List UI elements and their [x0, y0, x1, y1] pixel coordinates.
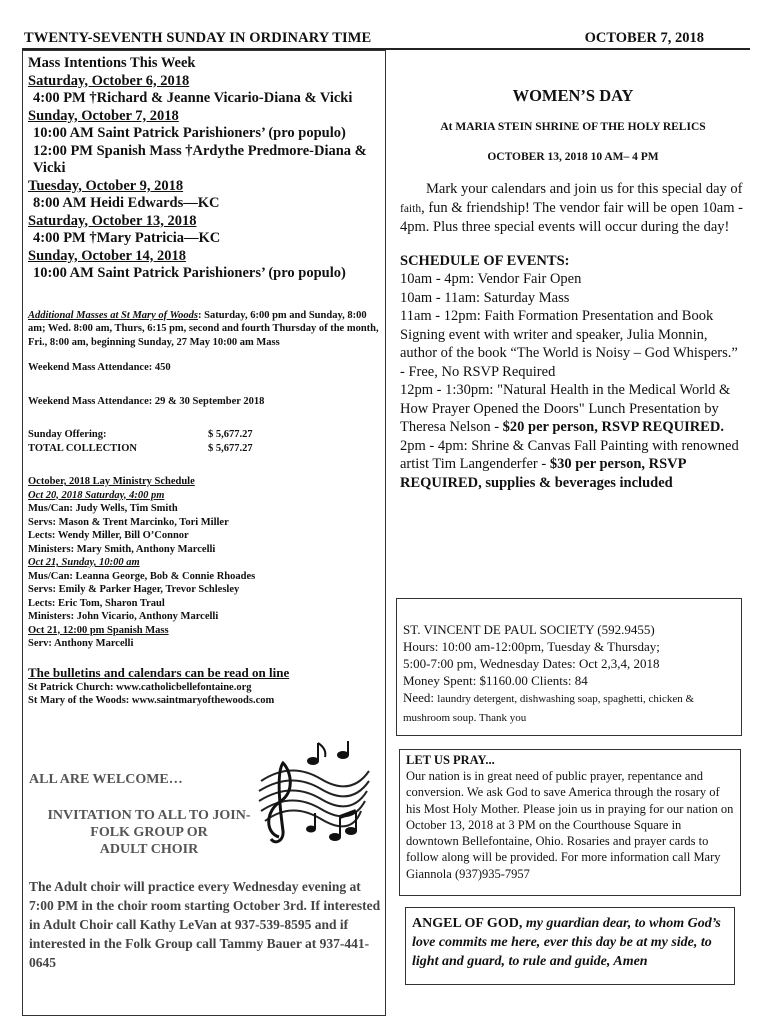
attendance-line: Weekend Mass Attendance: 450 — [28, 362, 171, 373]
mass-entry: 10:00 AM Saint Patrick Parishioners’ (pro populo) — [33, 265, 346, 281]
offering-value: $ 5,677.27 — [208, 429, 253, 440]
svdp-needs-label: Need: — [403, 690, 438, 705]
description-text: faith — [400, 202, 422, 215]
svdp-line: ST. VINCENT DE PAUL SOCIETY (592.9455) — [403, 622, 655, 637]
invitation-line: ADULT CHOIR — [99, 842, 199, 857]
svdp-line: Hours: 10:00 am-12:00pm, Tuesday & Thursday; — [403, 639, 660, 654]
womens-day-description — [400, 180, 746, 237]
ministry-group-heading: Oct 20, 2018 Saturday, 4:00 pm — [28, 489, 165, 501]
event-item: 10am - 4pm: Vendor Fair Open — [400, 271, 582, 287]
ministry-line: Servs: Emily & Parker Hager, Trevor Schlesley — [28, 584, 240, 595]
schedule-of-events-title: SCHEDULE OF EVENTS: — [400, 252, 570, 269]
invitation-line: FOLK GROUP OR — [90, 825, 208, 840]
ministry-line: Serv: Anthony Marcelli — [28, 638, 134, 649]
bulletin-date: OCTOBER 7, 2018 — [584, 30, 704, 46]
mass-entry: 10:00 AM Saint Patrick Parishioners’ (pro populo) — [33, 125, 346, 141]
svdp-line: 5:00-7:00 pm, Wednesday Dates: Oct 2,3,4, 2018 — [403, 656, 660, 671]
liturgical-title: TWENTY-SEVENTH SUNDAY IN ORDINARY TIME — [24, 30, 372, 46]
website-link[interactable]: St Patrick Church: www.catholicbellefontaine.org — [28, 681, 252, 693]
ministry-line: Mus/Can: Leanna George, Bob & Connie Rhoades — [28, 570, 256, 582]
event-text: 12pm - 1:30pm: "Natural Health in the Medical World & How Prayer Opened the Doors" Lunch Presentation by Theresa Nelson - — [400, 382, 731, 435]
mass-day-heading: Sunday, October 7, 2018 — [28, 107, 179, 124]
mass-entry: 4:00 PM †Richard & Jeanne Vicario-Diana & Vicki — [33, 90, 353, 106]
ministry-group-heading: Oct 21, 12:00 pm Spanish Mass — [28, 624, 169, 636]
womens-day-location: At MARIA STEIN SHRINE OF THE HOLY RELICS — [440, 121, 706, 133]
event-item: 11am - 12pm: Faith Formation Presentation and Book Signing event with writer and speaker, Julia Monnin, author of the book “The World is Noisy – God Whispers.” - Free, No RSVP Required — [400, 308, 738, 380]
page-header — [22, 30, 750, 50]
mass-entry: 4:00 PM †Mary Patricia—KC — [33, 230, 221, 246]
bulletins-online-heading: The bulletins and calendars can be read on line — [28, 664, 290, 680]
let-us-pray-title: LET US PRAY... — [406, 753, 495, 767]
ministry-line: Mus/Can: Judy Wells, Tim Smith — [28, 503, 178, 514]
event-price: $30 per person, RSVP REQUIRED, supplies & beverages included — [400, 456, 686, 491]
offering-value: $ 5,677.27 — [208, 442, 253, 454]
attendance-line: Weekend Mass Attendance: 29 & 30 September 2018 — [28, 395, 265, 407]
description-text: Mark your calendars and join us for this special day of — [426, 181, 743, 197]
ministry-line: Ministers: John Vicario, Anthony Marcelli — [28, 611, 219, 622]
prayer-text: my guardian dear, to whom God’s love commits me here, ever this day be at my side, to light and guard, to rule and guide, Amen — [412, 916, 721, 969]
event-price: $20 per person, RSVP REQUIRED. — [502, 419, 724, 435]
womens-day-datetime: OCTOBER 13, 2018 10 AM– 4 PM — [487, 151, 659, 163]
angel-of-god-prayer-box — [405, 907, 735, 985]
ministry-line: Ministers: Mary Smith, Anthony Marcelli — [28, 543, 216, 555]
mass-day-heading: Saturday, October 13, 2018 — [28, 212, 197, 229]
let-us-pray-body: Our nation is in great need of public prayer, repentance and conversion. We ask God to save America through the rosary of his Most Holy Mother. Please join us in praying for our nation on October 13, 2018 at 3 PM on the Courthouse Square in downtown Bellefontaine, Ohio. Rosaries and prayer cards to follow along will be provided. For more information call Mary Giannola (937)935-7957 — [406, 769, 734, 881]
offering-label: TOTAL COLLECTION — [28, 442, 138, 454]
svdp-needs — [403, 689, 735, 727]
ministry-line: Servs: Mason & Trent Marcinko, Tori Miller — [28, 516, 229, 528]
website-link[interactable]: St Mary of the Woods: www.saintmaryofthewoods.com — [28, 695, 275, 706]
invitation-line: INVITATION TO ALL TO JOIN- — [47, 808, 251, 823]
offering-label: Sunday Offering: — [28, 429, 107, 440]
ministry-line: Lects: Wendy Miller, Bill O’Connor — [28, 530, 189, 541]
mass-day-heading: Tuesday, October 9, 2018 — [28, 177, 184, 194]
ministry-schedule-title: October, 2018 Lay Ministry Schedule — [28, 476, 195, 487]
let-us-pray-box — [399, 749, 741, 896]
additional-masses-label: Additional Masses at St Mary of Woods — [28, 309, 198, 321]
event-item: 10am - 11am: Saturday Mass — [400, 289, 570, 306]
music-notes-illustration — [251, 741, 371, 851]
description-text: , fun & friendship! The vendor fair will be open 10am - 4pm. Plus three special events will occur during the day! — [400, 199, 743, 235]
invitation-heading — [29, 807, 269, 858]
mass-intentions-title: Mass Intentions This Week — [28, 55, 196, 71]
ministry-line: Lects: Eric Tom, Sharon Traul — [28, 597, 165, 609]
st-vincent-de-paul-box — [396, 598, 742, 736]
ministry-group-heading: Oct 21, Sunday, 10:00 am — [28, 557, 140, 568]
welcome-heading: ALL ARE WELCOME… — [29, 772, 183, 787]
svdp-needs-text: laundry detergent, dishwashing soap, spaghetti, chicken & mushroom soup. Thank you — [403, 693, 695, 724]
choir-practice-notice: The Adult choir will practice every Wednesday evening at 7:00 PM in the choir room starting October 3rd. If interested in Adult Choir call Kathy LeVan at 937-539-8595 and if interested in the Folk Group call Tammy Bauer at 937-441-0645 — [29, 879, 381, 970]
mass-day-heading: Sunday, October 14, 2018 — [28, 247, 187, 264]
event-text: 2pm - 4pm: Shrine & Canvas Fall Painting with renowned artist Tim Langenderfer - — [400, 437, 739, 472]
offering-row — [28, 428, 382, 442]
event-item — [400, 381, 746, 437]
additional-masses — [28, 309, 382, 350]
womens-day-section — [400, 86, 746, 492]
womens-day-title: WOMEN’S DAY — [512, 86, 634, 105]
svdp-line: Money Spent: $1160.00 Clients: 84 — [403, 673, 588, 688]
additional-masses-text: : Saturday, 6:00 pm and Sunday, 8:00 am; Wed. 8:00 am, Thurs, 6:15 pm, second and fourth Thursday of the month, Fri., 8:00 am, beginning Sunday, 27 May 10:00 am Mass — [28, 309, 379, 348]
mass-entry: 12:00 PM Spanish Mass †Ardythe Predmore-Diana & Vicki — [33, 142, 367, 176]
offering-row — [28, 442, 382, 456]
event-item — [400, 437, 746, 493]
left-column-box — [22, 50, 386, 1016]
mass-entry: 8:00 AM Heidi Edwards—KC — [33, 195, 220, 211]
mass-day-heading: Saturday, October 6, 2018 — [28, 72, 190, 89]
prayer-lead: ANGEL OF GOD, — [412, 916, 526, 931]
